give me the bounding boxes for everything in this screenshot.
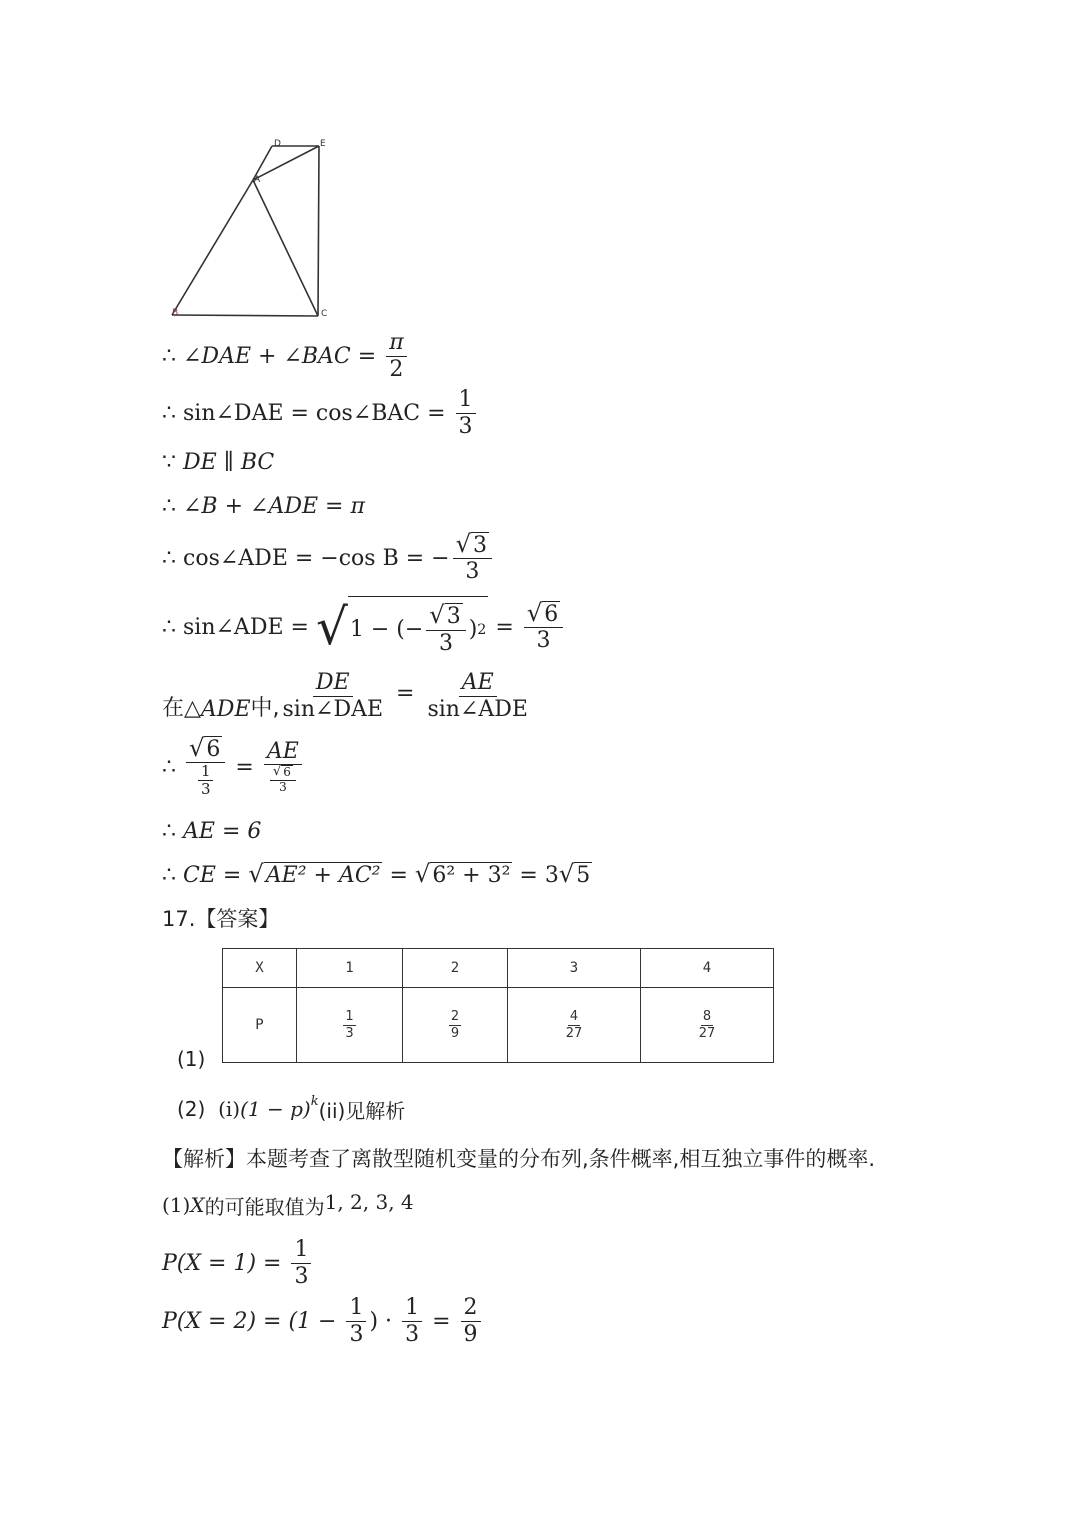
point-label-a: A: [254, 175, 261, 185]
px2-line: P(X = 2) = (1 − $\frac{1}{3}$ ) · $\frac{1}{3}$ = $\frac{2}{9}$: [162, 1294, 484, 1348]
fraction-sqrt6-over-3: √ 6 3: [524, 601, 563, 654]
step-7: 在△ ADE 中, $\frac{DE}{\text{sin∠DAE}}$ = $\frac{AE}{\text{sin∠ADE}}$: [162, 670, 528, 722]
part2-line: (2) (i) (1 − p) $^k$ (ii)见解析: [177, 1094, 406, 1123]
fraction-sqrt6-over-third: √ 6 $\frac{1}{3}$: [186, 736, 225, 799]
analysis-part1: (1) X 的可能取值为 1, 2, 3, 4: [162, 1190, 414, 1219]
point-label-b: B: [172, 308, 179, 318]
step-5: ∴ cos∠ADE = −cos B = − √ 3 3: [162, 532, 495, 584]
part1-label: (1): [177, 1047, 206, 1071]
step-4: ∴ ∠B + ∠ADE = π: [162, 493, 365, 519]
step-10: ∴ CE = √ AE² + AC² = √ 6² + 3² = 3 √ 5: [162, 860, 591, 888]
step-8: ∴ √ 6 $\frac{1}{3}$ = AE √ 6 3: [162, 732, 305, 802]
step-6: ∴ sin∠ADE = √ 1 − (− √ 3 3 ) 2 = √ 6 3: [162, 592, 566, 662]
big-radical: √ 1 − (− √ 3 3 ) 2: [315, 598, 487, 656]
table-row: P $\frac{1}{3}$ $\frac{2}{9}$ $\frac{4}{27}$ $\frac{8}{27}$: [223, 988, 774, 1063]
px1-line: P(X = 1) = $\frac{1}{3}$: [162, 1236, 314, 1290]
fraction-one-third: $\frac{1}{3}$: [456, 387, 476, 439]
fraction-pi-over-2: $\frac{\pi}{2}$: [386, 330, 406, 382]
answer-header: 17.【答案】: [162, 907, 280, 931]
point-label-e: E: [320, 139, 326, 149]
step-1: ∴ ∠DAE + ∠BAC = $\frac{\pi}{2}$: [162, 333, 410, 379]
step-9: ∴ AE = 6: [162, 818, 262, 844]
analysis-text: 【解析】本题考查了离散型随机变量的分布列,条件概率,相互独立事件的概率.: [162, 1147, 876, 1171]
step-3: ∵ DE ∥ BC: [162, 449, 275, 475]
point-label-d: D: [274, 139, 281, 149]
table-row: X 1 2 3 4: [223, 949, 774, 988]
triangle-figure: [160, 130, 340, 325]
point-label-c: C: [321, 309, 328, 319]
step-2: ∴ sin∠DAE = cos∠BAC = $\frac{1}{3}$: [162, 390, 479, 436]
fraction-sqrt3-over-3: √ 3 3: [453, 532, 492, 585]
fraction-ae-over-sqrt6-third: AE √ 6 3: [264, 739, 302, 795]
distribution-table: [222, 948, 774, 1063]
